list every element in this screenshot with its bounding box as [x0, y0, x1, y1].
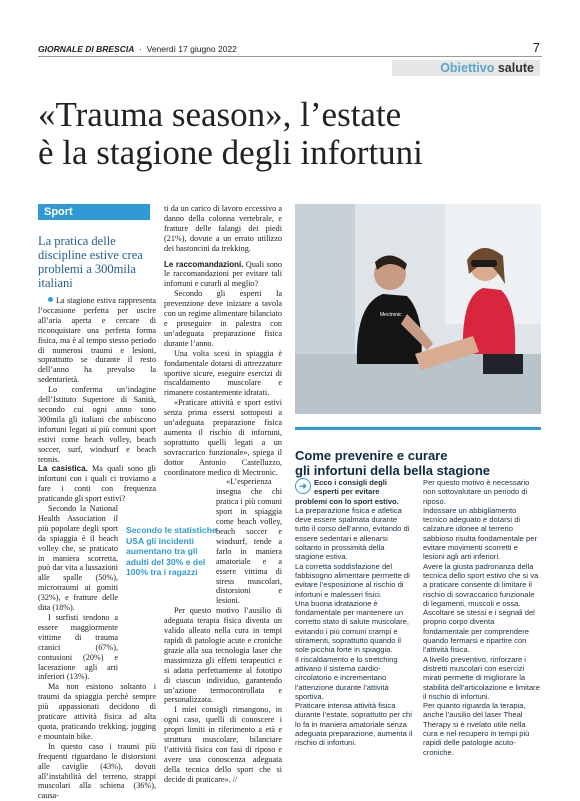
box-paragraph: Praticare intensa attività fisica durante l’estate, soprattutto per chi lo fa in maniera amatoriale senza adeguata preparazione, aumenta il rischio di infortuni.: [295, 701, 413, 748]
header-rule: [38, 56, 542, 57]
box-paragraph: La preparazione fisica e atletica deve essere spalmata durante tutto il corso dell’anno, evitando di essere sedentari e allenarsi soltanto in prossimità della stagione estiva.: [295, 505, 410, 562]
page-number: 7: [532, 40, 540, 55]
box-paragraph: Per quanto riguarda la terapia, anche l’ausilio del laser Theal Therapy si è rivelato utile nella cura e nel recupero in tempi più rapidi delle patologie acuto-croniche.: [423, 701, 530, 757]
bullet-dot-icon: [48, 297, 53, 302]
paragraph: I surfisti tendono a essere maggiormente vittime di trauma cranici (67%), contusioni (20%) e lacerazione agli arti inferiori (13%).: [38, 613, 118, 682]
box-paragraph: Per questo motivo è necessario non sottovalutare un periodo di riposo.: [423, 478, 530, 506]
paragraph: «L’esperienza insegna che chi pratica i più comuni sport in spiaggia come beach volley, beach soccer e windsurf, tende a farlo in maniera amatoriale e a essere vittima di stress muscolari, distorsioni e lesioni.: [216, 477, 282, 606]
box-title: Come prevenire e curare gli infortuni della bella stagione: [295, 448, 491, 478]
physiotherapy-photo-icon: [295, 204, 541, 414]
paper-name: GIORNALE DI BRESCIA: [38, 44, 135, 54]
box-paragraph: Ascoltare se stessi e i segnali del proprio corpo diventa fondamentale per comprendere quando fermarsi e ripartire con l’attività fisica.: [423, 608, 535, 655]
paragraph: Le raccomandazioni. Quali sono le raccomandazioni per evitare tali infortuni e curarli al meglio?: [164, 259, 282, 289]
kicker: La pratica delle discipline estive crea problemi a 300mila italiani: [38, 234, 143, 290]
section-label: Obiettivo salute: [392, 60, 540, 76]
paragraph: La casistica. Ma quali sono gli infortuni con i quali ci troviamo a fare i conti con frequenza praticando gli sport estivi?: [38, 464, 156, 504]
box-paragraph: Avere la giusta padronanza della tecnica dello sport estivo che si va a praticare consente di limitare il rischio di sovraccarico funzionale di legamenti, muscoli e ossa.: [423, 561, 539, 608]
headline-line1: «Trauma season», l’estate: [38, 95, 402, 134]
box-paragraph: La corretta soddisfazione del fabbisogno alimentare permette di evitare l’esposizione al rischio di infortuni e malesseri fisici.: [295, 561, 410, 599]
article-column-2: [164, 204, 282, 785]
paragraph: La stagione estiva rappresenta l’occasione perfetta per uscire all’aria aperta e cercare di riconquistare una perfetta forma fisica, ma è al tempo stesso periodo di numerosi traumi e lesioni, soprattutto se durante il resto dell’anno ha prevalso la sedentarietà.: [38, 296, 156, 385]
paragraph: Una volta scesi in spiaggia è fondamentale dotarsi di attrezzature sportive sicure, eseguire esercizi di riscaldamento muscolare e rimanere costantemente idratati.: [164, 348, 282, 398]
sport-label: Sport: [38, 204, 150, 220]
paragraph: Secondo gli esperti la prevenzione deve iniziare a tavola con un regime alimentare bilanciato e proseguire in palestra con un’adeguata preparazione fisica durante l’anno.: [164, 289, 282, 348]
arrow-right-icon: ➜: [295, 478, 311, 494]
headline-line2: è la stagione degli infortuni: [38, 133, 423, 172]
paragraph: Ma non esistono soltanto i traumi da spiaggia perché sempre più appassionati decidono di praticare attività fisica ad alta quota, praticando trekking, jogging e mountain bike.: [38, 682, 156, 741]
paragraph: ti da un carico di lavoro eccessivo a danno della colonna vertebrale, e fratture delle falangi dei piedi (21%), dovute a un errato utilizzo dei bastoncini da trekking.: [164, 204, 282, 253]
box-intro: ➜ Ecco i consigli degli esperti per evitare problemi con lo sport estivo.: [295, 478, 399, 506]
box-paragraph: Il riscaldamento e lo stretching attivano il sistema cardio-circolatorio e incrementano l’attenzione durante l’attività sportiva.: [295, 654, 398, 701]
paragraph: Lo conferma un’indagine dell’Istituto Superiore di Sanità, secondo cui ogni anno sono 300mila gli italiani che subiscono infortuni legati ai più comuni sport estivi come beach volley, beach soccer, surf, windsurf e beach tennis.: [38, 385, 156, 464]
masthead: GIORNALE DI BRESCIA · Venerdì 17 giugno 2022: [38, 44, 237, 54]
paragraph: In questo caso i traumi più frequenti riguardano le distorsioni alle caviglie (43%), dovuti all’instabilità del terreno, strappi muscolari alla schiena (36%), causa-: [38, 741, 156, 801]
box-paragraph: Una buona idratazione è fondamentale per mantenere un corretto stato di salute muscolare, evitando i più comuni crampi e stiramenti, soprattutto quando il sole picchia forte in spiaggia.: [295, 598, 409, 655]
box-column-1: [295, 478, 413, 748]
box-paragraph: Indossare un abbigliamento tecnico adeguato e dotarsi di calzature idonee al terreno sabbioso risulta fondamentale per evitare movimenti scorretti e lesioni agli arti inferiori.: [423, 505, 537, 562]
shirt-logo: Mectronic: [380, 312, 402, 318]
box-paragraph: A livello preventivo, rinforzare i distretti muscolari con esercizi mirati permette di migliorare la stabilità dell’articolazione e limitare il rischio di infortuni.: [423, 654, 540, 701]
box-column-2: [423, 478, 541, 757]
paragraph: I miei consigli rimangono, in ogni caso, quelli di conoscere i propri limiti in riferimento a età e struttura muscolare, bilanciare l’attività fisica con fasi di riposo e avere una conoscenza adeguata della tecnica dello sport che si decide di praticare». //: [164, 705, 282, 784]
paragraph: «Praticare attività e sport estivi senza prima essersi sottoposti a un’adeguata preparazione fisica aumenta il rischio di infortuni, soprattutto quelli legati a un sovraccarico funzionale», spiega il dottor Antonio Castelluzzo, coordinatore medico di Mectronic.: [164, 398, 282, 477]
article-photo: [295, 204, 541, 414]
paragraph: Secondo la National Health Association il più popolare degli sport da spiaggia è il beach volley che, se praticato in maniera scorretta, può dar vita a lussazioni alle spalle (50%), microtraumi ai gomiti (32%), e fratture delle dita (18%).: [38, 504, 118, 613]
issue-date: Venerdì 17 giugno 2022: [146, 44, 237, 54]
box-rule: [295, 427, 541, 430]
paragraph: Per questo motivo l’ausilio di adeguata terapia fisica diventa un valido alleato nella cura in tempi rapidi di patologie acute e croniche grazie alla sua tecnologia laser che massimizza gli effetti terapeutici e si adatta perfettamente al fototipo di ciascun individuo, garantendo un’azione termocontrollata e personalizzata.: [164, 606, 282, 705]
pull-quote: Secondo le statistiche USA gli incidenti aumentano tra gli adulti del 30% e del 100% tra i ragazzi: [122, 522, 226, 581]
headline: [38, 96, 548, 172]
